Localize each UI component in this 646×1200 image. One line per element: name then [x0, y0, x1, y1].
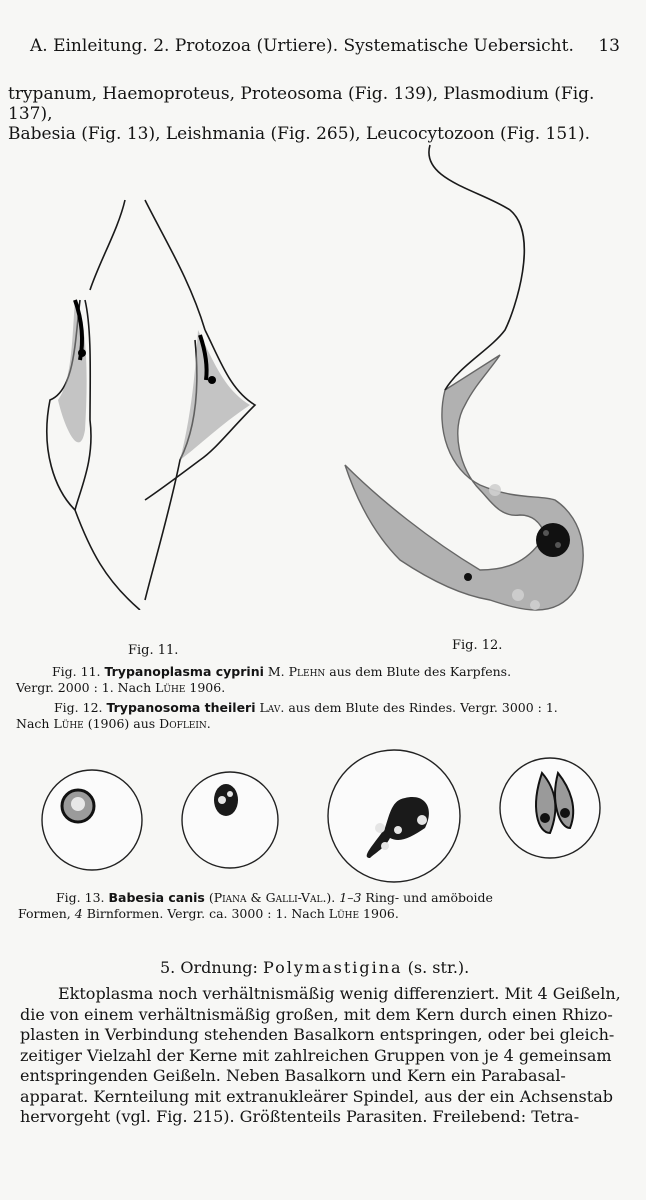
body-line: zeitiger Vielzahl der Kerne mit zahlreichen Gruppen von je 4 gemeinsam: [20, 1045, 612, 1065]
body-line: hervorgeht (vgl. Fig. 215). Größtenteils Parasiten. Freilebend: Tetra-: [20, 1107, 580, 1126]
caption13-text2b: Birnformen. Vergr. ca. 3000 : 1. Nach: [86, 906, 325, 921]
caption13-text1: Ring- und amöboide: [365, 890, 493, 905]
body-line: Ektoplasma noch verhältnismäßig wenig differenziert. Mit 4 Geißeln,: [58, 984, 621, 1003]
section-number: 5. Ordnung:: [160, 958, 258, 977]
body-line: plasten in Verbindung stehenden Basalkorn entspringen, oder bei gleich-: [20, 1025, 615, 1044]
caption13-prefix: Fig. 13.: [56, 890, 105, 905]
caption-fig13: [18, 890, 638, 922]
intro-line: trypanum, Haemoproteus, Proteosoma (Fig. 139), Plasmodium (Fig. 137),: [8, 84, 595, 124]
intro-paragraph: [8, 84, 638, 144]
fig13-cell-3: [328, 750, 460, 882]
caption13-range: 1–3: [339, 890, 362, 905]
caption13-text2a: Formen,: [18, 906, 71, 921]
caption11-source: Lühe 1906.: [155, 680, 226, 695]
fig13-illustration: [30, 748, 620, 888]
body-paragraph: [20, 984, 630, 1128]
caption13-author: (Piana & Galli-Val.).: [208, 890, 336, 905]
section-name: Polymastigina: [263, 958, 403, 977]
fig11-illustration: [30, 190, 290, 610]
intro-line: Babesia (Fig. 13), Leishmania (Fig. 265), Leucocytozoon (Fig. 151).: [8, 124, 591, 144]
body-line: die von einem verhältnismäßig großen, mit dem Kern durch einen Rhizo-: [20, 1004, 613, 1024]
caption-fig12: [16, 700, 636, 732]
caption13-num4: 4: [74, 906, 83, 921]
caption12-source2: Doflein.: [159, 716, 211, 731]
caption12-text2b: aus: [133, 716, 156, 731]
caption12-text1: aus dem Blute des Rindes. Vergr. 3000 : 1.: [288, 700, 558, 715]
caption12-species: Trypanosoma theileri: [106, 700, 256, 715]
body-line: entspringenden Geißeln. Neben Basalkorn und Kern ein Parabasal-: [20, 1066, 566, 1085]
fig13-cell-2: [182, 772, 278, 868]
caption13-source: Lühe 1906.: [328, 906, 399, 921]
caption12-text2a: Nach: [16, 716, 50, 731]
fig13-cell-1: [42, 770, 142, 870]
fig11-label: Fig. 11.: [128, 643, 179, 658]
section-heading: [160, 958, 469, 977]
caption12-source: Lühe (1906): [53, 716, 130, 731]
caption11-text2: Vergr. 2000 : 1. Nach: [16, 680, 152, 695]
caption-fig11: [16, 664, 636, 696]
caption12-author: Lav.: [259, 700, 285, 715]
running-title: A. Einleitung. 2. Protozoa (Urtiere). Systematische Uebersicht.: [30, 36, 574, 56]
caption11-species: Trypanoplasma cyprini: [104, 664, 264, 679]
caption11-prefix: Fig. 11.: [52, 664, 101, 679]
fig13-cell-4: [500, 758, 600, 858]
caption11-text1: aus dem Blute des Karpfens.: [329, 664, 512, 679]
fig12-label: Fig. 12.: [452, 638, 503, 653]
section-qualifier: (s. str.).: [407, 958, 470, 977]
body-line: apparat. Kernteilung mit extranukleärer Spindel, aus der ein Achsenstab: [20, 1086, 613, 1106]
page-number: 13: [598, 36, 620, 56]
caption11-author: M. Plehn: [267, 664, 326, 679]
fig12-illustration: [340, 140, 610, 630]
caption13-species: Babesia canis: [108, 890, 205, 905]
running-header: [30, 36, 620, 56]
caption12-prefix: Fig. 12.: [54, 700, 103, 715]
